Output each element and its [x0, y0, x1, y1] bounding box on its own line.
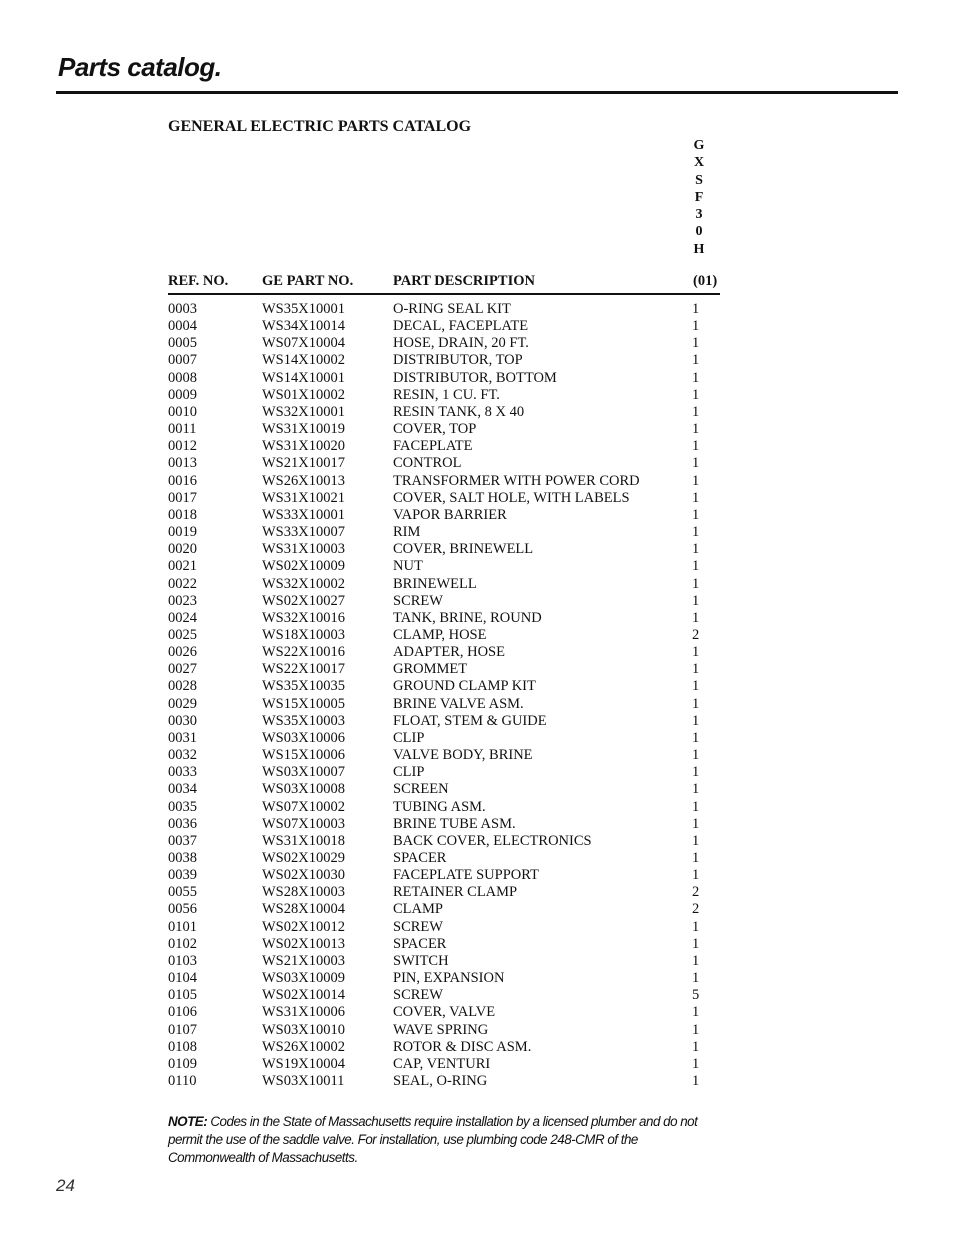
description-cell: PIN, EXPANSION — [393, 970, 505, 987]
table-row — [168, 318, 720, 335]
part-no-cell: WS15X10006 — [262, 747, 345, 764]
qty-cell: 1 — [692, 661, 700, 678]
model-code-letter: H — [693, 241, 705, 257]
model-code-letter: 0 — [695, 224, 703, 240]
qty-cell: 1 — [692, 747, 700, 764]
ref-no-cell: 0102 — [168, 935, 197, 952]
part-no-cell: WS35X10003 — [262, 712, 345, 729]
description-cell: ROTOR & DISC ASM. — [393, 1038, 532, 1055]
qty-cell: 1 — [692, 455, 700, 472]
description-cell: COVER, VALVE — [393, 1004, 496, 1021]
description-cell: FACEPLATE SUPPORT — [393, 867, 539, 884]
qty-cell: 1 — [692, 832, 700, 849]
part-no-cell: WS07X10002 — [262, 798, 345, 815]
table-row — [168, 404, 720, 421]
description-cell: RESIN, 1 CU. FT. — [393, 386, 500, 403]
ref-no-cell: 0007 — [168, 352, 197, 369]
qty-cell: 1 — [692, 815, 700, 832]
ref-no-cell: 0026 — [168, 644, 197, 661]
part-no-cell: WS02X10027 — [262, 592, 345, 609]
ref-no-cell: 0008 — [168, 369, 197, 386]
description-cell: BACK COVER, ELECTRONICS — [393, 832, 592, 849]
table-row — [168, 696, 720, 713]
part-no-cell: WS26X10013 — [262, 472, 345, 489]
description-cell: SPACER — [393, 935, 447, 952]
description-cell: RIM — [393, 524, 421, 541]
part-no-cell: WS03X10008 — [262, 781, 345, 798]
qty-cell: 1 — [692, 575, 700, 592]
table-row — [168, 901, 720, 918]
part-no-cell: WS19X10004 — [262, 1055, 345, 1072]
ref-no-cell: 0033 — [168, 764, 197, 781]
model-code-letter: X — [693, 155, 705, 171]
note-text: Codes in the State of Massachusetts require installation by a licensed plumber and do not permit the use of the saddle valve. For installation, use plumbing code 248-CMR of the Commonwealth of Massachusetts. — [168, 1114, 698, 1165]
ref-no-cell: 0039 — [168, 867, 197, 884]
qty-cell: 1 — [692, 850, 700, 866]
note-label: NOTE: — [168, 1114, 208, 1129]
ref-no-cell: 0038 — [168, 850, 197, 866]
table-row — [168, 335, 720, 352]
description-cell: RETAINER CLAMP — [393, 884, 518, 901]
part-no-cell: WS28X10003 — [262, 884, 345, 901]
table-row — [168, 524, 720, 541]
part-no-cell: WS32X10001 — [262, 403, 345, 420]
qty-cell: 5 — [692, 987, 700, 1004]
qty-cell: 1 — [692, 524, 700, 541]
header-description: PART DESCRIPTION — [393, 273, 535, 289]
page-number: 24 — [56, 1176, 75, 1195]
qty-cell: 2 — [692, 884, 700, 901]
part-no-cell: WS35X10035 — [262, 678, 345, 695]
part-no-cell: WS03X10006 — [262, 729, 345, 746]
part-no-cell: WS03X10011 — [262, 1073, 345, 1090]
description-cell: DISTRIBUTOR, TOP — [393, 352, 523, 369]
description-cell: WAVE SPRING — [393, 1021, 489, 1038]
description-cell: CLIP — [393, 729, 425, 746]
ref-no-cell: 0036 — [168, 815, 197, 832]
model-code-vertical — [690, 137, 708, 258]
ref-no-cell: 0003 — [168, 301, 197, 317]
qty-cell: 1 — [692, 352, 700, 369]
ref-no-cell: 0106 — [168, 1004, 197, 1021]
ref-no-cell: 0035 — [168, 798, 197, 815]
table-row — [168, 1022, 720, 1039]
ref-no-cell: 0108 — [168, 1038, 197, 1055]
description-cell: SCREW — [393, 918, 443, 935]
ref-no-cell: 0013 — [168, 455, 197, 472]
title-divider — [56, 91, 898, 94]
ref-no-cell: 0031 — [168, 729, 197, 746]
table-row — [168, 455, 720, 472]
ref-no-cell: 0109 — [168, 1055, 197, 1072]
ref-no-cell: 0005 — [168, 335, 197, 352]
table-row — [168, 850, 720, 867]
part-no-cell: WS02X10030 — [262, 867, 345, 884]
ref-no-cell: 0107 — [168, 1021, 197, 1038]
ref-no-cell: 0023 — [168, 592, 197, 609]
table-row — [168, 473, 720, 490]
description-cell: CONTROL — [393, 455, 462, 472]
description-cell: CAP, VENTURI — [393, 1055, 491, 1072]
description-cell: TUBING ASM. — [393, 798, 486, 815]
part-no-cell: WS02X10012 — [262, 918, 345, 935]
model-code-letter: G — [693, 138, 705, 153]
part-no-cell: WS21X10003 — [262, 952, 345, 969]
ref-no-cell: 0019 — [168, 524, 197, 541]
description-cell: COVER, BRINEWELL — [393, 541, 534, 558]
part-no-cell: WS21X10017 — [262, 455, 345, 472]
description-cell: ADAPTER, HOSE — [393, 644, 505, 661]
ref-no-cell: 0037 — [168, 832, 197, 849]
ref-no-cell: 0017 — [168, 489, 197, 506]
table-row — [168, 1004, 720, 1021]
ref-no-cell: 0034 — [168, 781, 197, 798]
table-row — [168, 490, 720, 507]
qty-cell: 1 — [692, 935, 700, 952]
header-qty: (01) — [693, 273, 718, 289]
ref-no-cell: 0110 — [168, 1073, 197, 1090]
description-cell: NUT — [393, 558, 423, 575]
table-row — [168, 799, 720, 816]
description-cell: CLAMP, HOSE — [393, 626, 487, 643]
qty-cell: 1 — [692, 506, 700, 523]
table-row — [168, 421, 720, 438]
ref-no-cell: 0022 — [168, 575, 197, 592]
ref-no-cell: 0018 — [168, 506, 197, 523]
part-no-cell: WS31X10018 — [262, 832, 345, 849]
table-row — [168, 541, 720, 558]
part-no-cell: WS31X10021 — [262, 489, 345, 506]
part-no-cell: WS07X10003 — [262, 815, 345, 832]
table-row — [168, 558, 720, 575]
qty-cell: 1 — [692, 1004, 700, 1021]
qty-cell: 1 — [692, 1038, 700, 1055]
description-cell: RESIN TANK, 8 X 40 — [393, 403, 525, 420]
part-no-cell: WS33X10007 — [262, 524, 345, 541]
table-row — [168, 953, 720, 970]
qty-cell: 1 — [692, 386, 700, 403]
qty-cell: 1 — [692, 952, 700, 969]
description-cell: FACEPLATE — [393, 438, 473, 455]
table-row — [168, 576, 720, 593]
table-row — [168, 781, 720, 798]
table-row — [168, 387, 720, 404]
description-cell: CLIP — [393, 764, 425, 781]
qty-cell: 1 — [692, 678, 700, 695]
part-no-cell: WS01X10002 — [262, 386, 345, 403]
description-cell: SCREW — [393, 592, 443, 609]
table-row — [168, 936, 720, 953]
part-no-cell: WS02X10009 — [262, 558, 345, 575]
page-title: Parts catalog. — [58, 52, 222, 82]
qty-cell: 1 — [692, 970, 700, 987]
description-cell: TRANSFORMER WITH POWER CORD — [393, 472, 640, 489]
description-cell: GROUND CLAMP KIT — [393, 678, 536, 695]
qty-cell: 1 — [692, 781, 700, 798]
ref-no-cell: 0030 — [168, 712, 197, 729]
description-cell: SCREEN — [393, 781, 449, 798]
table-row — [168, 370, 720, 387]
qty-cell: 1 — [692, 1055, 700, 1072]
table-row — [168, 438, 720, 455]
part-no-cell: WS15X10005 — [262, 695, 345, 712]
qty-cell: 1 — [692, 301, 700, 317]
description-cell: SWITCH — [393, 952, 449, 969]
qty-cell: 1 — [692, 541, 700, 558]
ref-no-cell: 0101 — [168, 918, 197, 935]
part-no-cell: WS14X10002 — [262, 352, 345, 369]
part-no-cell: WS31X10019 — [262, 421, 345, 438]
ref-no-cell: 0016 — [168, 472, 197, 489]
table-row — [168, 644, 720, 661]
qty-cell: 1 — [692, 798, 700, 815]
description-cell: O-RING SEAL KIT — [393, 301, 511, 317]
ref-no-cell: 0029 — [168, 695, 197, 712]
part-no-cell: WS31X10003 — [262, 541, 345, 558]
part-no-cell: WS22X10017 — [262, 661, 345, 678]
part-no-cell: WS03X10010 — [262, 1021, 345, 1038]
table-row — [168, 1039, 720, 1056]
table-row — [168, 713, 720, 730]
catalog-heading: GENERAL ELECTRIC PARTS CATALOG — [168, 118, 472, 135]
part-no-cell: WS07X10004 — [262, 335, 345, 352]
model-code-letter: F — [694, 189, 704, 205]
part-no-cell: WS14X10001 — [262, 369, 345, 386]
description-cell: COVER, TOP — [393, 421, 477, 438]
ref-no-cell: 0020 — [168, 541, 197, 558]
part-no-cell: WS02X10029 — [262, 850, 345, 866]
part-no-cell: WS31X10020 — [262, 438, 345, 455]
qty-cell: 1 — [692, 438, 700, 455]
ref-no-cell: 0104 — [168, 970, 197, 987]
qty-cell: 1 — [692, 609, 700, 626]
table-row — [168, 970, 720, 987]
ref-no-cell: 0028 — [168, 678, 197, 695]
massachusetts-note — [168, 1113, 713, 1167]
description-cell: GROMMET — [393, 661, 468, 678]
ref-no-cell: 0056 — [168, 901, 197, 918]
parts-table — [168, 301, 720, 1090]
part-no-cell: WS02X10014 — [262, 987, 345, 1004]
table-row — [168, 919, 720, 936]
qty-cell: 1 — [692, 558, 700, 575]
table-row — [168, 301, 720, 318]
qty-cell: 1 — [692, 644, 700, 661]
table-row — [168, 764, 720, 781]
part-no-cell: WS31X10006 — [262, 1004, 345, 1021]
ref-no-cell: 0010 — [168, 403, 197, 420]
ref-no-cell: 0004 — [168, 318, 197, 335]
ref-no-cell: 0055 — [168, 884, 197, 901]
ref-no-cell: 0024 — [168, 609, 197, 626]
model-code-letter: S — [695, 172, 703, 188]
qty-cell: 1 — [692, 867, 700, 884]
model-code-letter: 3 — [695, 207, 703, 223]
part-no-cell: WS03X10007 — [262, 764, 345, 781]
part-no-cell: WS26X10002 — [262, 1038, 345, 1055]
description-cell: SCREW — [393, 987, 443, 1004]
qty-cell: 1 — [692, 403, 700, 420]
header-divider — [168, 293, 720, 295]
qty-cell: 1 — [692, 592, 700, 609]
description-cell: DISTRIBUTOR, BOTTOM — [393, 369, 557, 386]
description-cell: HOSE, DRAIN, 20 FT. — [393, 335, 529, 352]
table-row — [168, 747, 720, 764]
table-row — [168, 593, 720, 610]
part-no-cell: WS35X10001 — [262, 301, 345, 317]
part-no-cell: WS28X10004 — [262, 901, 345, 918]
part-no-cell: WS02X10013 — [262, 935, 345, 952]
table-row — [168, 661, 720, 678]
table-row — [168, 1056, 720, 1073]
qty-cell: 2 — [692, 901, 700, 918]
ref-no-cell: 0012 — [168, 438, 197, 455]
ref-no-cell: 0103 — [168, 952, 197, 969]
description-cell: FLOAT, STEM & GUIDE — [393, 712, 547, 729]
table-row — [168, 833, 720, 850]
part-no-cell: WS34X10014 — [262, 318, 345, 335]
table-row — [168, 507, 720, 524]
ref-no-cell: 0027 — [168, 661, 197, 678]
qty-cell: 1 — [692, 695, 700, 712]
qty-cell: 1 — [692, 369, 700, 386]
qty-cell: 1 — [692, 1021, 700, 1038]
qty-cell: 1 — [692, 472, 700, 489]
part-no-cell: WS22X10016 — [262, 644, 345, 661]
description-cell: TANK, BRINE, ROUND — [393, 609, 542, 626]
table-row — [168, 678, 720, 695]
description-cell: DECAL, FACEPLATE — [393, 318, 529, 335]
qty-cell: 1 — [692, 764, 700, 781]
qty-cell: 1 — [692, 335, 700, 352]
header-part-no: GE PART NO. — [262, 273, 354, 289]
ref-no-cell: 0032 — [168, 747, 197, 764]
qty-cell: 1 — [692, 729, 700, 746]
qty-cell: 1 — [692, 712, 700, 729]
table-row — [168, 816, 720, 833]
header-ref-no: REF. NO. — [168, 273, 229, 289]
qty-cell: 1 — [692, 489, 700, 506]
qty-cell: 2 — [692, 626, 700, 643]
part-no-cell: WS18X10003 — [262, 626, 345, 643]
table-row — [168, 610, 720, 627]
description-cell: SEAL, O-RING — [393, 1073, 488, 1090]
description-cell: CLAMP — [393, 901, 443, 918]
ref-no-cell: 0105 — [168, 987, 197, 1004]
description-cell: COVER, SALT HOLE, WITH LABELS — [393, 489, 630, 506]
qty-cell: 1 — [692, 1073, 700, 1090]
table-row — [168, 1073, 720, 1090]
table-row — [168, 884, 720, 901]
qty-cell: 1 — [692, 918, 700, 935]
description-cell: BRINEWELL — [393, 575, 477, 592]
ref-no-cell: 0011 — [168, 421, 197, 438]
table-row — [168, 987, 720, 1004]
description-cell: BRINE TUBE ASM. — [393, 815, 516, 832]
table-row — [168, 627, 720, 644]
ref-no-cell: 0025 — [168, 626, 197, 643]
table-row — [168, 730, 720, 747]
description-cell: SPACER — [393, 850, 447, 866]
part-no-cell: WS32X10002 — [262, 575, 345, 592]
description-cell: VALVE BODY, BRINE — [393, 747, 533, 764]
ref-no-cell: 0021 — [168, 558, 197, 575]
part-no-cell: WS33X10001 — [262, 506, 345, 523]
part-no-cell: WS32X10016 — [262, 609, 345, 626]
part-no-cell: WS03X10009 — [262, 970, 345, 987]
description-cell: VAPOR BARRIER — [393, 506, 507, 523]
parts-table-header — [168, 273, 720, 293]
table-row — [168, 867, 720, 884]
description-cell: BRINE VALVE ASM. — [393, 695, 524, 712]
qty-cell: 1 — [692, 318, 700, 335]
qty-cell: 1 — [692, 421, 700, 438]
ref-no-cell: 0009 — [168, 386, 197, 403]
table-row — [168, 352, 720, 369]
